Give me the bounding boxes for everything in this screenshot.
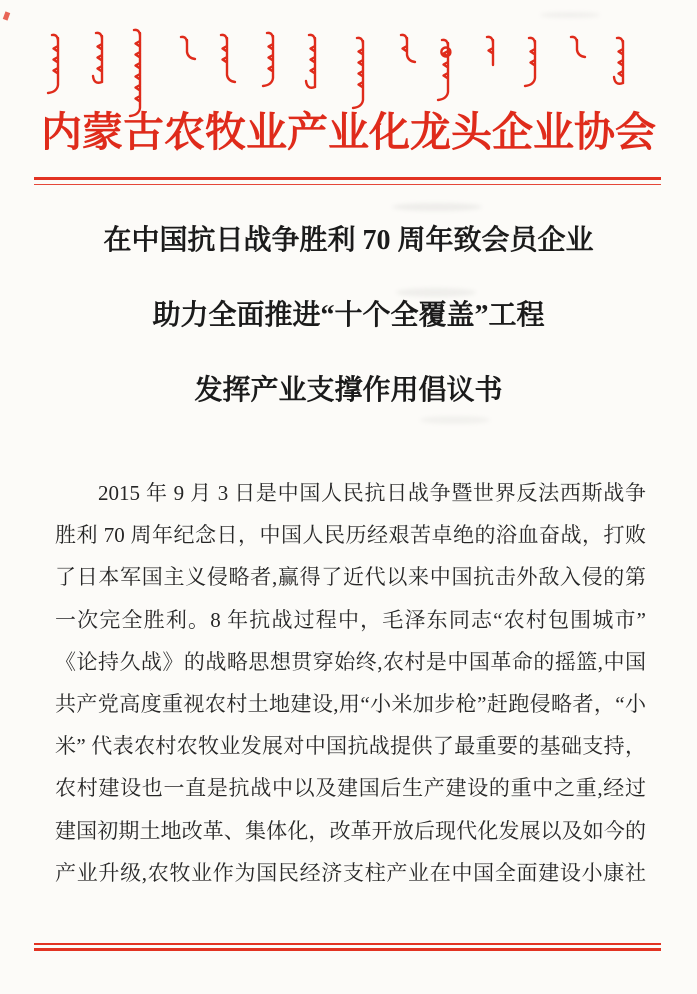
body-line: 农村建设也一直是抗战中以及建国后生产建设的重中之重,经过 (55, 776, 646, 801)
mongolian-word-glyph (438, 40, 450, 100)
scan-smudge (420, 416, 490, 424)
body-line: 共产党高度重视农村土地建设,用“小米加步枪”赶跑侵略者，“小 (55, 691, 646, 716)
header-rule-thick (34, 177, 661, 180)
body-line: 《论持久战》的战略思想贯穿始终,农村是中国革命的摇篮,中国 (55, 649, 646, 674)
mongolian-word-glyph (306, 35, 315, 88)
body-line: 2015 年 9 月 3 日是中国人民抗日战争暨世界反法西斯战争 (98, 481, 646, 505)
footer-rule-thin (34, 943, 661, 945)
mongolian-word-glyph (181, 37, 195, 59)
body-line: 建国初期土地改革、集体化，改革开放后现代化发展以及如今的 (55, 818, 646, 843)
scan-smudge (392, 203, 482, 211)
mongolian-word-glyph (263, 33, 273, 86)
doc-title-line-2: 助力全面推进“十个全覆盖”工程 (152, 300, 545, 331)
header-rule-thin (34, 184, 661, 186)
body-line: 产业升级,农牧业作为国民经济支柱产业在中国全面建设小康社 (55, 860, 646, 885)
body-line: 胜利 70 周年纪念日，中国人民历经艰苦卓绝的浴血奋战，打败 (55, 523, 646, 548)
mongolian-word-glyph (525, 38, 535, 86)
doc-title-line-3: 发挥产业支撑作用倡议书 (194, 375, 503, 406)
doc-title-line-1: 在中国抗日战争胜利 70 周年致会员企业 (103, 225, 594, 256)
scan-smudge (396, 288, 476, 297)
mongolian-word-glyph (221, 35, 235, 82)
mongolian-word-glyph (130, 30, 140, 116)
mongolian-word-glyph (571, 37, 585, 57)
body-line: 一次完全胜利。8 年抗战过程中，毛泽东同志“农村包围城市” (55, 607, 646, 632)
mongolian-word-glyph (401, 35, 415, 62)
mongolian-word-glyph (353, 38, 363, 108)
mongolian-word-glyph (48, 35, 58, 93)
body-line: 了日本军国主义侵略者,赢得了近代以来中国抗击外敌入侵的第 (55, 565, 646, 590)
mongolian-word-glyph (487, 37, 493, 65)
footer-rule-thick (34, 948, 661, 951)
mongolian-word-glyph (93, 33, 102, 83)
mongolian-word-glyph (614, 38, 623, 84)
org-name: 内蒙古农牧业产业化龙头企业协会 (41, 109, 656, 155)
body-paragraph (55, 472, 646, 894)
body-line: 米” 代表农村农牧业发展对中国抗战提供了最重要的基础支持， (55, 734, 646, 759)
